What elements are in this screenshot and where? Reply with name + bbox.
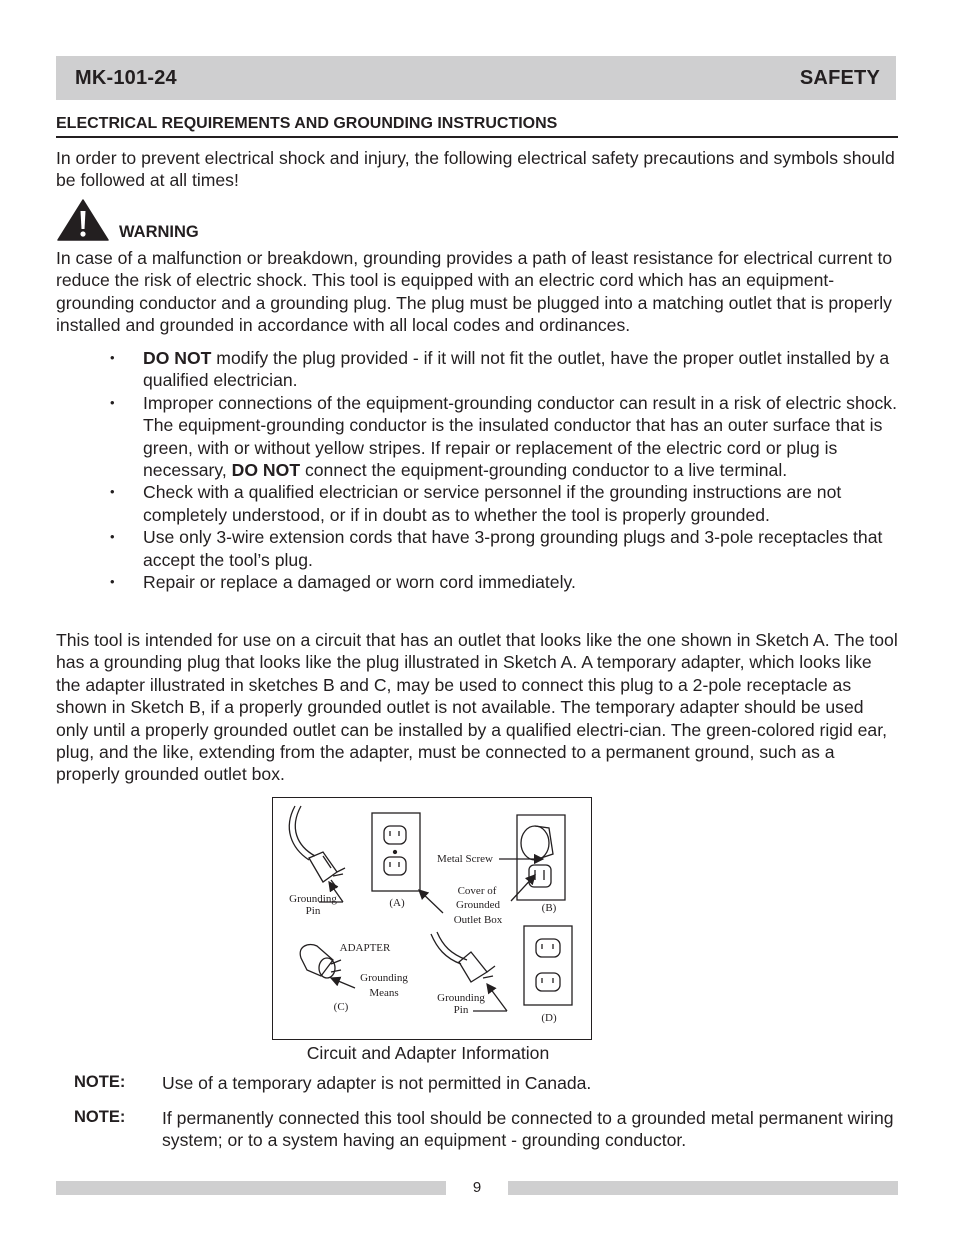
list-item: • Repair or replace a damaged or worn cord immediately. — [110, 572, 576, 593]
label-sketch-b: (B) — [541, 902, 557, 914]
adapter-c-icon — [300, 945, 341, 979]
page-header — [56, 56, 896, 100]
label-grounding-means-2: Means — [369, 987, 399, 999]
label-metal-screw: Metal Screw — [437, 853, 493, 865]
label-grounding-pin-d: Grounding — [437, 992, 485, 1004]
label-grounding-pin-a-2: Pin — [305, 905, 321, 917]
list-item: • Use only 3-wire extension cords that have 3-prong grounding plugs and 3-pole receptacles that accept the tool’s plug. — [110, 527, 883, 570]
label-sketch-c: (C) — [333, 1001, 349, 1013]
outlet-d-icon — [524, 926, 572, 1005]
label-cover-1: Cover of — [457, 885, 497, 897]
intro-paragraph: In order to prevent electrical shock and injury, the following electrical safety precautions and symbols should be followed at all times! — [56, 148, 895, 191]
section-title: ELECTRICAL REQUIREMENTS AND GROUNDING INSTRUCTIONS — [56, 115, 898, 138]
footer-bar-right — [508, 1181, 898, 1195]
model-number: MK-101-24 — [75, 66, 177, 89]
label-grounding-means-1: Grounding — [360, 972, 408, 984]
label-sketch-d: (D) — [541, 1012, 557, 1024]
circuit-adapter-figure — [272, 797, 592, 1040]
note-label: NOTE: — [74, 1108, 126, 1126]
label-cover-3: Outlet Box — [453, 914, 503, 926]
list-item: • Check with a qualified electrician or service personnel if the grounding instructions are not completely understood, or if in doubt as to whether the tool is properly grounded. — [110, 482, 842, 525]
label-grounding-pin-a: Grounding — [289, 893, 337, 905]
note-text: If permanently connected this tool should be connected to a grounded metal permanent wiring system; or to a system having an equipment - grounding conductor. — [162, 1108, 894, 1151]
safety-bullet-list — [110, 347, 900, 593]
page-number: 9 — [472, 1179, 482, 1196]
plug-a-icon — [289, 806, 345, 888]
warning-triangle-icon — [57, 199, 109, 241]
figure-caption: Circuit and Adapter Information — [306, 1043, 550, 1063]
note-label: NOTE: — [74, 1073, 126, 1091]
list-item: • DO NOT modify the plug provided - if it will not fit the outlet, have the proper outlet installed by a qualified electrician. — [110, 348, 890, 391]
label-sketch-a: (A) — [389, 897, 405, 909]
label-grounding-pin-d-2: Pin — [453, 1004, 469, 1016]
label-adapter: ADAPTER — [339, 942, 391, 954]
warning-label: WARNING — [119, 223, 199, 241]
note-text: Use of a temporary adapter is not permitted in Canada. — [162, 1073, 592, 1093]
footer-bar-left — [56, 1181, 446, 1195]
circuit-diagram — [273, 798, 591, 1039]
label-cover-2: Grounded — [456, 899, 500, 911]
section-name: SAFETY — [799, 66, 880, 89]
list-item: • Improper connections of the equipment-grounding conductor can result in a risk of electric shock. The equipment-grounding conductor is the insulated conductor that has an outer surface that is green, with or without yellow stripes. If repair or replacement of the electric cord or plug is necessary, DO NOT connect the equipment-grounding conductor to a live terminal. — [110, 392, 897, 481]
plug-d-icon — [431, 932, 495, 982]
sketch-paragraph: This tool is intended for use on a circuit that has an outlet that looks like the one shown in Sketch A. The tool has a grounding plug that looks like the plug illustrated in Sketch A. A temporary adapter, which looks like the adapter illustrated in sketches B and C, may be used to connect this plug to a 2-pole receptacle as shown in Sketch B, if a properly grounded outlet is not available. The temporary adapter should be used only until a properly grounded outlet can be installed by a qualified electri-cian. The green-colored rigid ear, plug, and the like, extending from the adapter, must be connected to a permanent ground, such as a properly grounded outlet box. — [56, 630, 898, 785]
warning-text: In case of a malfunction or breakdown, grounding provides a path of least resistance for electrical current to reduce the risk of electric shock. This tool is equipped with an electric cord which has an equipment-grounding conductor and a grounding plug. The plug must be plugged into a matching outlet that is properly installed and grounded in accordance with all local codes and ordinances. — [56, 248, 893, 336]
